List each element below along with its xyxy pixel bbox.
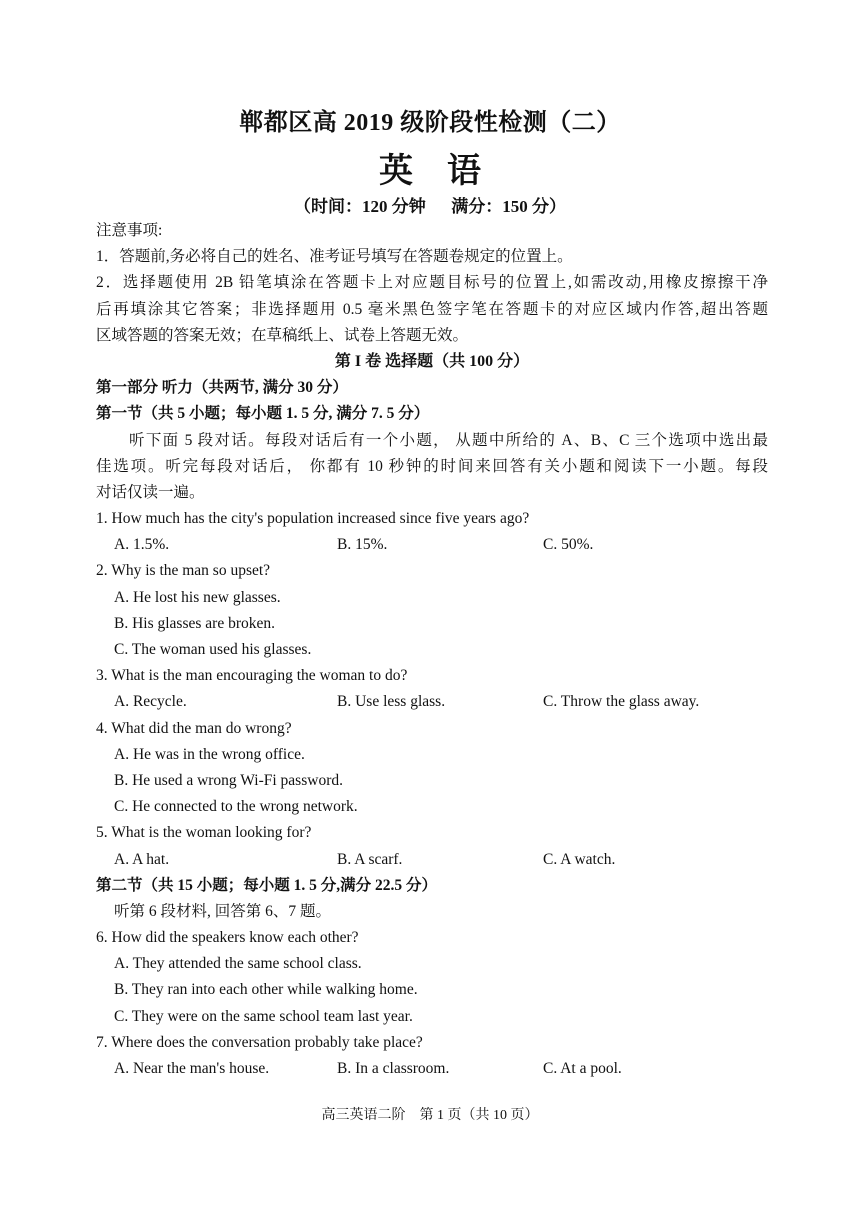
question-1-option-b: B. 15%. [337, 536, 388, 554]
question-5-option-a: A. A hat. [114, 850, 170, 868]
section1-instruction-line-2: 佳选项。听完每段对话后， 你都有 10 秒钟的时间来回答有关小题和阅读下一小题。每段 [96, 457, 768, 475]
question-2-option-b: B. His glasses are broken. [114, 614, 275, 632]
section2-title: 第二节（共 15 小题；每小题 1. 5 分,满分 22.5 分） [96, 876, 438, 894]
question-5-option-c: C. A watch. [543, 850, 616, 868]
question-5-options [96, 847, 768, 873]
question-1-option-a: A. 1.5%. [114, 536, 170, 554]
section1-instruction-line-1: 听下面 5 段对话。每段对话后有一个小题， 从题中所给的 A、B、C 三个选项中选出最 [129, 431, 768, 449]
note-item-2-line-3: 区域答题的答案无效；在草稿纸上、试卷上答题无效。 [96, 326, 469, 344]
question-3-option-c: C. Throw the glass away. [543, 693, 700, 711]
question-5-option-b: B. A scarf. [337, 850, 403, 868]
question-2-option-c: C. The woman used his glasses. [114, 641, 312, 658]
question-4-option-c: C. He connected to the wrong network. [114, 798, 358, 816]
question-5-stem: 5. What is the woman looking for? [96, 824, 312, 842]
notes-heading: 注意事项: [96, 222, 163, 239]
question-6-option-a: A. They attended the same school class. [114, 955, 362, 973]
question-6-option-b: B. They ran into each other while walking home. [114, 981, 418, 999]
section1-title: 第一节（共 5 小题；每小题 1. 5 分, 满分 7. 5 分） [96, 405, 430, 423]
question-6-stem: 6. How did the speakers know each other? [96, 929, 359, 947]
question-3-options [96, 689, 768, 715]
volume-title: 第 I 卷 选择题（共 100 分） [334, 352, 530, 370]
part1-title: 第一部分 听力（共两节, 满分 30 分） [96, 379, 348, 397]
question-3-stem: 3. What is the man encouraging the woman to do? [96, 667, 408, 685]
question-4-option-b: B. He used a wrong Wi-Fi password. [114, 771, 343, 789]
note-item-2-line-1: 2．选择题使用 2B 铅笔填涂在答题卡上对应题目标号的位置上,如需改动,用橡皮擦擦干净 [96, 274, 768, 292]
question-1-stem: 1. How much has the city's population increased since five years ago? [96, 510, 530, 528]
exam-title: 郸都区高 2019 级阶段性检测（二） [239, 110, 621, 136]
question-2-option-a: A. He lost his new glasses. [114, 588, 281, 606]
question-1-option-c: C. 50%. [543, 536, 594, 554]
exam-body [96, 218, 768, 1082]
question-7-option-c: C. At a pool. [543, 1060, 622, 1077]
question-7-option-a: A. Near the man's house. [114, 1060, 270, 1077]
question-3-option-a: A. Recycle. [114, 693, 187, 711]
section2-instruction: 听第 6 段材料, 回答第 6、7 题。 [114, 902, 332, 920]
question-7-stem: 7. Where does the conversation probably take place? [96, 1033, 423, 1051]
subject-title: 英语 [379, 153, 515, 190]
question-3-option-b: B. Use less glass. [337, 693, 446, 711]
question-1-options [96, 532, 768, 558]
note-item-2-line-2: 后再填涂其它答案；非选择题用 0.5 毫米黑色签字笔在答题卡的对应区域内作答,超出答题 [96, 300, 768, 318]
time-info: （时间：120 分钟 满分：150 分） [294, 197, 566, 216]
question-6-option-c: C. They were on the same school team last year. [114, 1007, 413, 1025]
question-4-stem: 4. What did the man do wrong? [96, 719, 292, 737]
question-2-stem: 2. Why is the man so upset? [96, 562, 271, 580]
note-item-1: 1．答题前,务必将自己的姓名、准考证号填写在答题卷规定的位置上。 [96, 248, 573, 266]
page-footer: 高三英语二阶 第 1 页（共 10 页） [321, 1108, 539, 1123]
section1-instruction-line-3: 对话仅读一遍。 [96, 483, 205, 501]
question-4-option-a: A. He was in the wrong office. [114, 745, 305, 763]
question-7-options [96, 1056, 768, 1082]
question-7-option-b: B. In a classroom. [337, 1060, 450, 1077]
